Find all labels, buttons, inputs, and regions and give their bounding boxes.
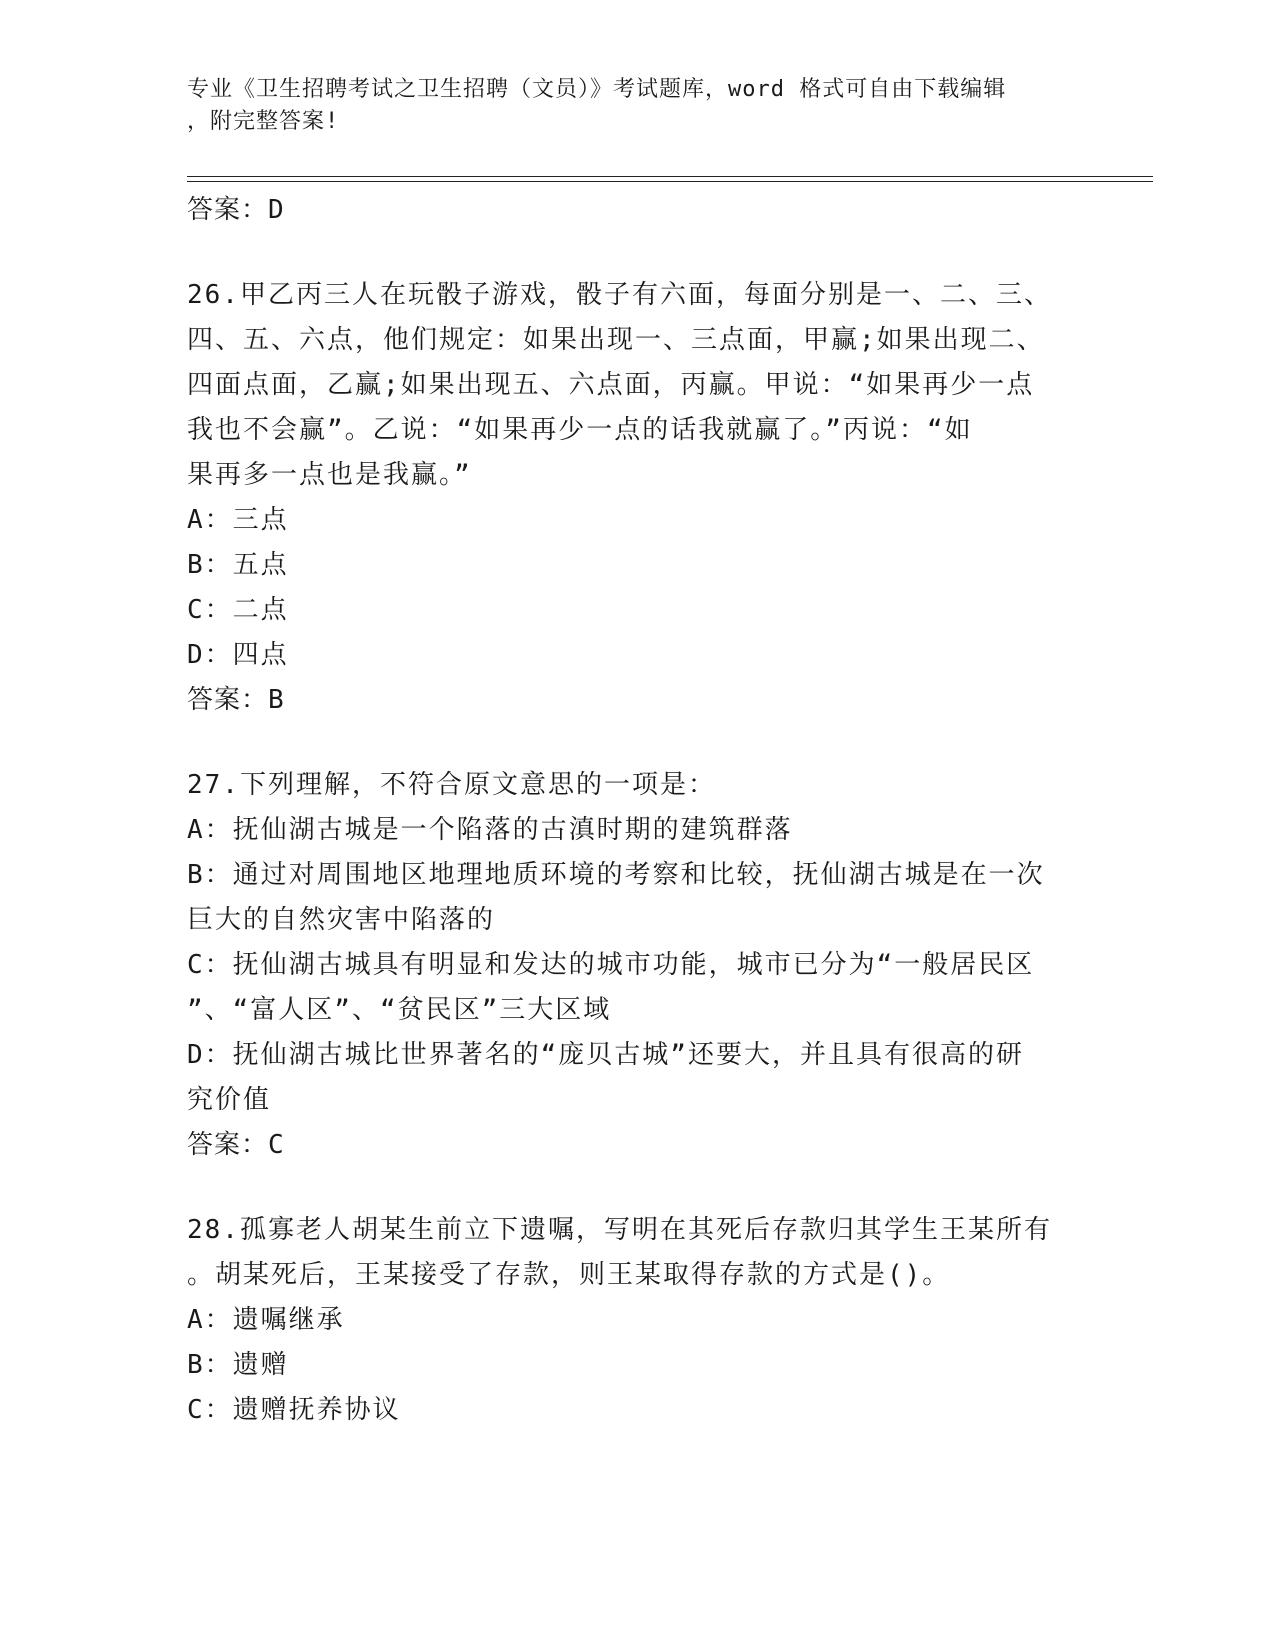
option-d: D：抚仙湖古城比世界著名的“庞贝古城”还要大，并且具有很高的研 <box>187 1040 1024 1070</box>
answer-line: 答案：B <box>187 685 285 715</box>
option-a: A：三点 <box>187 505 289 535</box>
question-text-line: 果再多一点也是我赢。” <box>187 460 472 490</box>
option-d-continued: 究价值 <box>187 1085 272 1115</box>
option-c-continued: ”、“富人区”、“贫民区”三大区域 <box>187 995 612 1025</box>
option-b: B：五点 <box>187 550 289 580</box>
option-b: B：遗赠 <box>187 1350 289 1380</box>
option-b-continued: 巨大的自然灾害中陷落的 <box>187 905 496 935</box>
option-c: C：二点 <box>187 595 289 625</box>
header-divider-bottom <box>187 181 1153 182</box>
question-text-line: 27.下列理解，不符合原文意思的一项是： <box>187 770 716 800</box>
question-28 <box>187 1208 1087 1433</box>
question-text-line: 28.孤寡老人胡某生前立下遗嘱，写明在其死后存款归其学生王某所有 <box>187 1215 1052 1245</box>
option-a: A：抚仙湖古城是一个陷落的古滇时期的建筑群落 <box>187 815 793 845</box>
option-a: A：遗嘱继承 <box>187 1305 345 1335</box>
document-header <box>187 74 1067 138</box>
question-text-line: 我也不会赢”。乙说：“如果再少一点的话我就赢了。”丙说：“如 <box>187 415 973 445</box>
question-27 <box>187 763 1087 1168</box>
option-c: C：抚仙湖古城具有明显和发达的城市功能，城市已分为“一般居民区 <box>187 950 1035 980</box>
answer-line: 答案：D <box>187 195 285 225</box>
answer-line: 答案：C <box>187 1130 285 1160</box>
header-line-1: 专业《卫生招聘考试之卫生招聘（文员）》考试题库，word 格式可自由下载编辑 <box>187 77 1007 102</box>
header-line-2: ，附完整答案! <box>187 109 340 134</box>
header-divider-top <box>187 176 1153 177</box>
question-text-line: 四面点面，乙赢;如果出现五、六点面，丙赢。甲说：“如果再少一点 <box>187 370 1035 400</box>
question-26 <box>187 273 1087 723</box>
question-text-line: 四、五、六点，他们规定：如果出现一、三点面，甲赢;如果出现二、 <box>187 325 1045 355</box>
document-body <box>187 188 1087 1433</box>
question-text-line: 。胡某死后，王某接受了存款，则王某取得存款的方式是()。 <box>187 1260 951 1290</box>
option-c: C：遗赠抚养协议 <box>187 1395 401 1425</box>
option-d: D：四点 <box>187 640 289 670</box>
question-text-line: 26.甲乙丙三人在玩骰子游戏，骰子有六面，每面分别是一、二、三、 <box>187 280 1052 310</box>
option-b: B：通过对周围地区地理地质环境的考察和比较，抚仙湖古城是在一次 <box>187 860 1045 890</box>
